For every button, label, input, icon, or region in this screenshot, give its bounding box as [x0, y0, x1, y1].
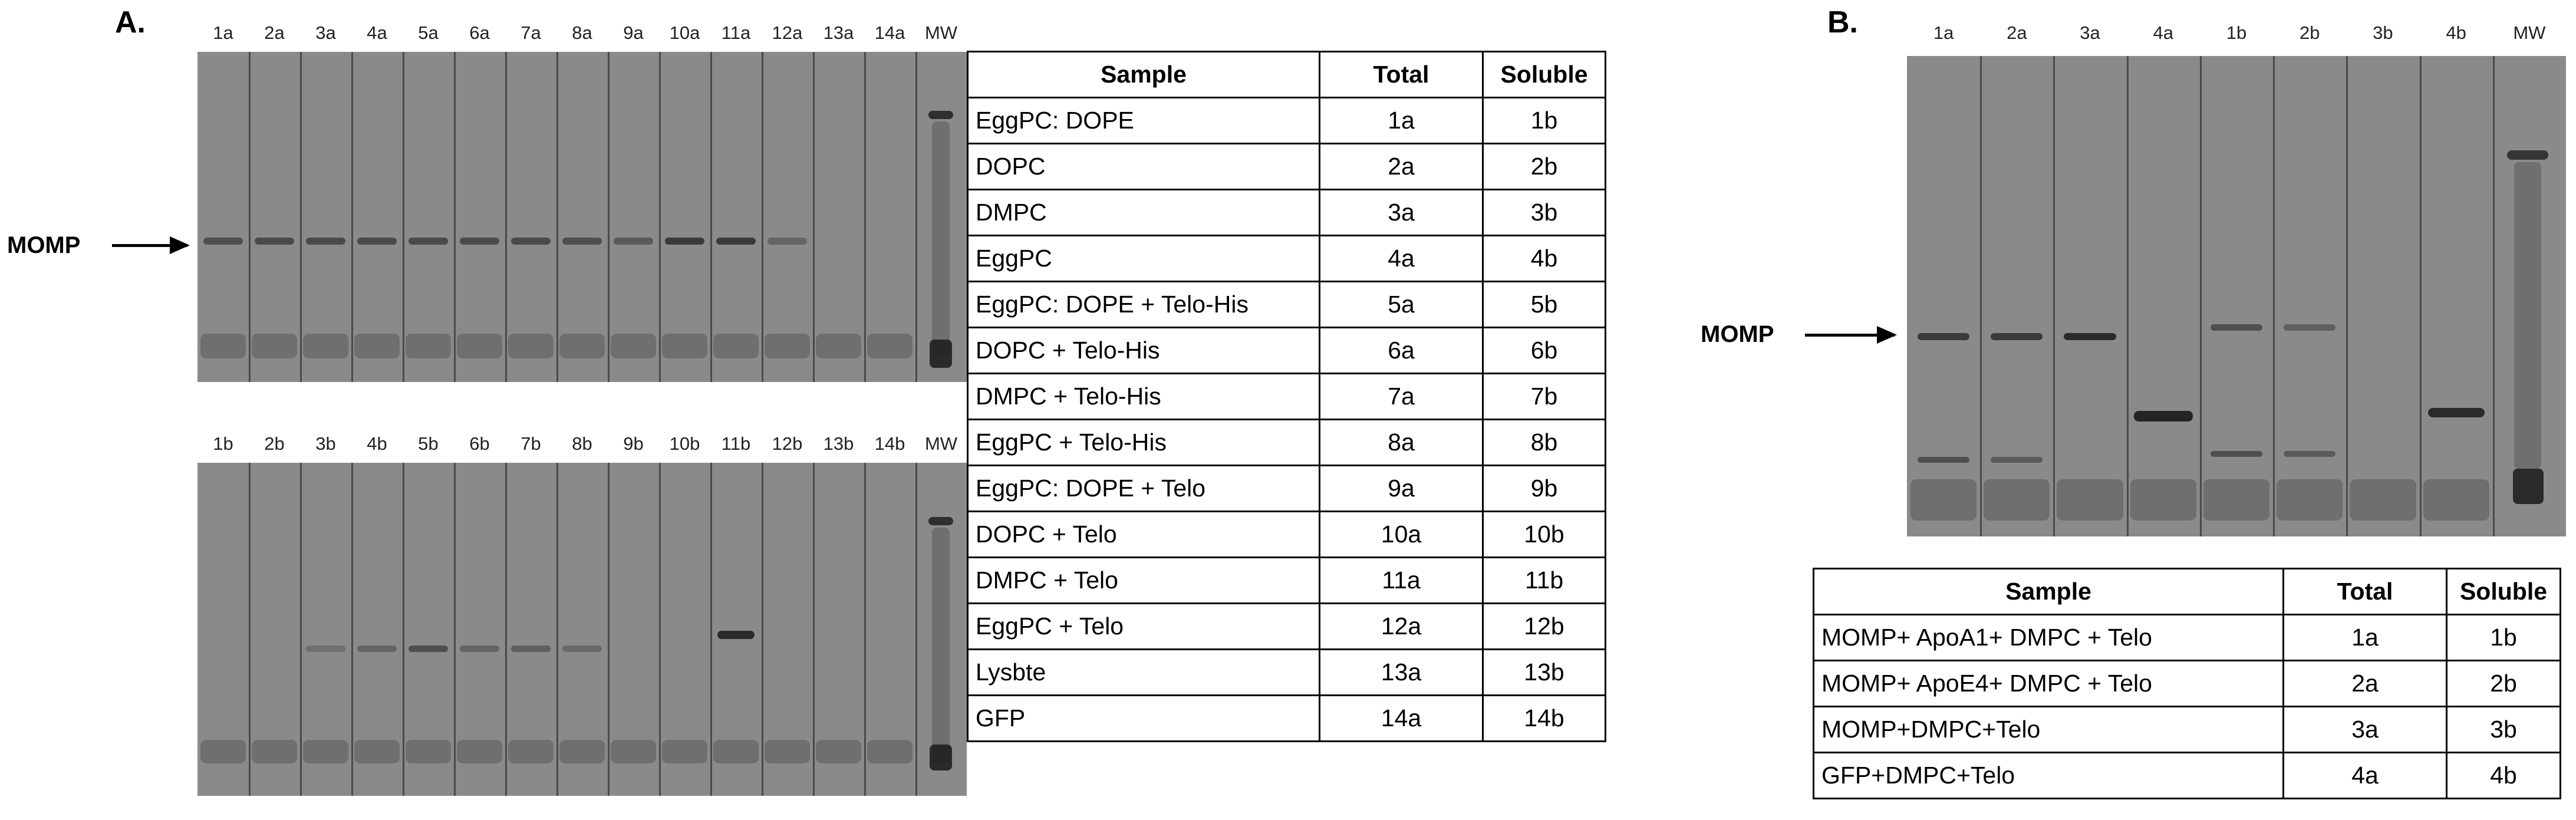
lane-divider [659, 463, 661, 796]
lane-label: 8a [572, 22, 592, 43]
lane-label: 14b [874, 433, 905, 454]
table-a-cell: 2a [1320, 144, 1483, 190]
gel-band [460, 646, 499, 652]
table-a-cell: 1a [1320, 98, 1483, 144]
table-a-cell: EggPC + Telo [968, 604, 1320, 650]
lane-divider [1980, 56, 1982, 536]
lane-divider [556, 52, 558, 382]
lane-divider [505, 463, 507, 796]
gel-band [717, 631, 755, 639]
gel-dye-front [662, 334, 707, 358]
gel-dye-front [2277, 479, 2343, 521]
table-row [968, 420, 1606, 466]
table-a-cell: 3b [1483, 190, 1606, 236]
lane-label: 4a [367, 22, 387, 43]
lane-label: MW [924, 22, 958, 43]
table-a-cell: 12b [1483, 604, 1606, 650]
lane-divider [608, 463, 610, 796]
gel-band [928, 517, 953, 525]
lane-divider [403, 463, 404, 796]
table-a-cell: 7a [1320, 374, 1483, 420]
gel-band [511, 646, 551, 652]
gel-band [409, 646, 448, 652]
lane-label: 10a [669, 22, 700, 43]
table-b-cell: 1a [2284, 615, 2447, 661]
lane-divider [351, 463, 353, 796]
lane-label: MW [2513, 22, 2546, 43]
table-b-cell: 2a [2284, 661, 2447, 707]
gel-band [562, 646, 602, 652]
table-a-cell: 5a [1320, 282, 1483, 328]
lane-label: 13a [823, 22, 854, 43]
table-a-cell: 4a [1320, 236, 1483, 282]
table-row [968, 512, 1606, 558]
gel-dye-front [508, 740, 554, 763]
table-b-cell: 4b [2447, 753, 2561, 799]
gel-dye-front [200, 334, 246, 358]
lane-divider [454, 52, 456, 382]
table-b-cell: 3a [2284, 707, 2447, 753]
gel-dye-front [713, 334, 759, 358]
gel-band [1991, 333, 2043, 340]
lane-divider [454, 463, 456, 796]
table-a-cell: 7b [1483, 374, 1606, 420]
gel-b-lane-labels [1907, 22, 2566, 44]
lane-divider [813, 463, 815, 796]
table-a-cell: DOPC [968, 144, 1320, 190]
lane-label: 11b [721, 433, 751, 454]
gel-band [2513, 469, 2544, 504]
lane-label: 9b [623, 433, 644, 454]
table-row [1814, 753, 2561, 799]
gel-band [2507, 150, 2548, 160]
lane-label: 10b [669, 433, 700, 454]
gel-dye-front [611, 334, 656, 358]
lane-label: 2a [2007, 22, 2027, 43]
gel-dye-front [303, 740, 348, 763]
gel-band [1918, 457, 1969, 463]
table-row [968, 558, 1606, 604]
lane-divider [915, 52, 917, 382]
gel-dye-front [816, 740, 861, 763]
gel-band [255, 238, 294, 245]
lane-label: 12b [772, 433, 803, 454]
momp-arrow-a [112, 244, 187, 247]
gel-dye-front [200, 740, 246, 763]
table-a-cell: DMPC [968, 190, 1320, 236]
lane-label: 4a [2153, 22, 2173, 43]
gel-dye-front [765, 740, 810, 763]
gel-dye-front [457, 334, 502, 358]
table-a-cell: GFP [968, 696, 1320, 742]
gel-dye-front [303, 334, 348, 358]
table-b-cell: MOMP+ ApoA1+ DMPC + Telo [1814, 615, 2284, 661]
gel-dye-front [406, 334, 451, 358]
table-row [1814, 661, 2561, 707]
gel-band [409, 238, 448, 245]
table-a-cell: DOPC + Telo-His [968, 328, 1320, 374]
table-a-cell: 5b [1483, 282, 1606, 328]
table-a-cell: EggPC: DOPE [968, 98, 1320, 144]
gel-band [2211, 451, 2262, 457]
panel-a-label: A. [115, 5, 146, 39]
lane-divider [762, 463, 763, 796]
table-row [968, 328, 1606, 374]
lane-divider [249, 52, 251, 382]
lane-label: 4b [367, 433, 387, 454]
lane-label: 4b [2446, 22, 2466, 43]
table-a-cell: 10a [1320, 512, 1483, 558]
lane-divider [2053, 56, 2055, 536]
gel-dye-front [867, 334, 913, 358]
table-b-cell: 1b [2447, 615, 2561, 661]
lane-divider [556, 463, 558, 796]
table-b-cell: 4a [2284, 753, 2447, 799]
lane-label: 7a [521, 22, 541, 43]
table-row [968, 650, 1606, 696]
momp-arrow-b [1805, 334, 1895, 337]
table-row [968, 190, 1606, 236]
lane-label: 2b [2299, 22, 2320, 43]
gel-dye-front [406, 740, 451, 763]
gel-dye-front [713, 740, 759, 763]
table-row [968, 236, 1606, 282]
momp-label-a: MOMP [7, 232, 81, 258]
table-a-header-total: Total [1320, 52, 1483, 98]
lane-label: 3b [315, 433, 336, 454]
gel-dye-front [867, 740, 913, 763]
gel-dye-front [662, 740, 707, 763]
gel-band [930, 745, 952, 770]
lane-divider [2200, 56, 2202, 536]
table-row [968, 98, 1606, 144]
lane-label: 2a [264, 22, 285, 43]
table-b-cell: GFP+DMPC+Telo [1814, 753, 2284, 799]
table-b-cell: 2b [2447, 661, 2561, 707]
lane-divider [403, 52, 404, 382]
gel-band [767, 238, 807, 245]
gel-a-total-image [197, 52, 967, 382]
gel-dye-front [611, 740, 656, 763]
lane-divider [2273, 56, 2275, 536]
lane-label: 11a [721, 22, 751, 43]
gel-band [2284, 451, 2335, 457]
gel-band [357, 238, 397, 245]
table-b-cell: 3b [2447, 707, 2561, 753]
table-a-header-soluble: Soluble [1483, 52, 1606, 98]
sample-table-a [967, 51, 1606, 742]
lane-divider [762, 52, 763, 382]
gel-band [716, 238, 756, 245]
gel-dye-front [2423, 479, 2489, 521]
gel-band [2428, 408, 2485, 417]
sample-table-b [1813, 568, 2561, 799]
lane-label: 3b [2373, 22, 2393, 43]
lane-label: 1b [213, 433, 233, 454]
gel-dye-front [2130, 479, 2196, 521]
table-row [1814, 615, 2561, 661]
table-a-cell: 11a [1320, 558, 1483, 604]
gel-band [511, 238, 551, 245]
lane-label: 14a [874, 22, 905, 43]
table-a-cell: EggPC: DOPE + Telo-His [968, 282, 1320, 328]
gel-dye-front [354, 740, 400, 763]
lane-label: MW [924, 433, 958, 454]
panel-b-label: B. [1827, 5, 1858, 39]
lane-label: 5a [418, 22, 439, 43]
gel-b-image [1907, 56, 2566, 536]
gel-band [562, 238, 602, 245]
lane-divider [2346, 56, 2348, 536]
table-a-cell: 4b [1483, 236, 1606, 282]
lane-divider [864, 463, 866, 796]
gel-band [306, 646, 345, 652]
table-row [1814, 707, 2561, 753]
table-b-cell: MOMP+DMPC+Telo [1814, 707, 2284, 753]
lane-label: 6a [469, 22, 490, 43]
lane-label: 5b [418, 433, 439, 454]
lane-label: 1a [1933, 22, 1954, 43]
table-a-cell: 11b [1483, 558, 1606, 604]
table-a-cell: 14a [1320, 696, 1483, 742]
table-a-cell: Lysbte [968, 650, 1320, 696]
lane-divider [351, 52, 353, 382]
lane-divider [710, 463, 712, 796]
lane-label: 9a [623, 22, 644, 43]
table-a-cell: EggPC + Telo-His [968, 420, 1320, 466]
gel-band [2284, 324, 2335, 331]
table-a-cell: 2b [1483, 144, 1606, 190]
gel-a-soluble-image [197, 463, 967, 796]
lane-label: 2b [264, 433, 285, 454]
lane-label: 12a [772, 22, 803, 43]
gel-band [460, 238, 499, 245]
table-a-cell: 3a [1320, 190, 1483, 236]
lane-divider [915, 463, 917, 796]
table-a-cell: DOPC + Telo [968, 512, 1320, 558]
lane-divider [249, 463, 251, 796]
gel-a-top-lane-labels [197, 22, 967, 44]
table-a-cell: EggPC: DOPE + Telo [968, 466, 1320, 512]
table-a-cell: 8a [1320, 420, 1483, 466]
gel-dye-front [2203, 479, 2269, 521]
table-a-cell: 13b [1483, 650, 1606, 696]
table-a-cell: 6b [1483, 328, 1606, 374]
table-a-cell: 8b [1483, 420, 1606, 466]
table-a-cell: DMPC + Telo [968, 558, 1320, 604]
table-row [968, 374, 1606, 420]
table-a-cell: 13a [1320, 650, 1483, 696]
table-a-cell: 1b [1483, 98, 1606, 144]
gel-band [2134, 411, 2193, 421]
lane-divider [2420, 56, 2422, 536]
lane-label: 8b [572, 433, 592, 454]
lane-divider [2493, 56, 2495, 536]
gel-band [203, 238, 243, 245]
gel-a-bottom-lane-labels [197, 433, 967, 455]
table-a-cell: 14b [1483, 696, 1606, 742]
table-row [968, 604, 1606, 650]
lane-label: 6b [469, 433, 490, 454]
table-row [968, 466, 1606, 512]
table-a-cell: DMPC + Telo-His [968, 374, 1320, 420]
lane-divider [864, 52, 866, 382]
gel-band [614, 238, 653, 245]
gel-dye-front [816, 334, 861, 358]
lane-divider [300, 52, 302, 382]
table-a-cell: 10b [1483, 512, 1606, 558]
gel-dye-front [1910, 479, 1977, 521]
lane-divider [505, 52, 507, 382]
table-b-cell: MOMP+ ApoE4+ DMPC + Telo [1814, 661, 2284, 707]
table-row [968, 696, 1606, 742]
lane-label: 1a [213, 22, 233, 43]
gel-band [2514, 162, 2541, 469]
gel-band [1991, 457, 2043, 463]
gel-dye-front [2057, 479, 2123, 521]
gel-band [928, 111, 953, 119]
gel-band [930, 340, 952, 368]
table-a-cell: 9b [1483, 466, 1606, 512]
gel-dye-front [1984, 479, 2050, 521]
gel-dye-front [559, 740, 605, 763]
lane-divider [608, 52, 610, 382]
gel-dye-front [252, 740, 297, 763]
gel-band [2211, 324, 2262, 331]
lane-divider [659, 52, 661, 382]
gel-dye-front [559, 334, 605, 358]
gel-dye-front [2350, 479, 2416, 521]
lane-label: 3a [315, 22, 336, 43]
gel-band [2064, 333, 2116, 340]
lane-label: 3a [2080, 22, 2100, 43]
table-b-header-total: Total [2284, 569, 2447, 615]
gel-band [1918, 333, 1969, 340]
gel-band [932, 528, 950, 763]
gel-dye-front [252, 334, 297, 358]
table-row [968, 282, 1606, 328]
table-b-header-soluble: Soluble [2447, 569, 2561, 615]
lane-label: 7b [521, 433, 541, 454]
lane-divider [813, 52, 815, 382]
gel-band [932, 121, 950, 357]
table-a-cell: 9a [1320, 466, 1483, 512]
table-a-cell: 12a [1320, 604, 1483, 650]
lane-label: 1b [2226, 22, 2247, 43]
gel-band [357, 646, 397, 652]
gel-dye-front [765, 334, 810, 358]
table-a-cell: EggPC [968, 236, 1320, 282]
lane-divider [2127, 56, 2129, 536]
momp-label-b: MOMP [1701, 321, 1774, 347]
gel-band [665, 238, 704, 245]
lane-divider [710, 52, 712, 382]
gel-band [306, 238, 345, 245]
table-b-header-sample: Sample [1814, 569, 2284, 615]
lane-divider [300, 463, 302, 796]
gel-dye-front [457, 740, 502, 763]
table-row [968, 144, 1606, 190]
lane-label: 13b [823, 433, 854, 454]
table-a-cell: 6a [1320, 328, 1483, 374]
gel-dye-front [508, 334, 554, 358]
gel-dye-front [354, 334, 400, 358]
table-a-header-sample: Sample [968, 52, 1320, 98]
